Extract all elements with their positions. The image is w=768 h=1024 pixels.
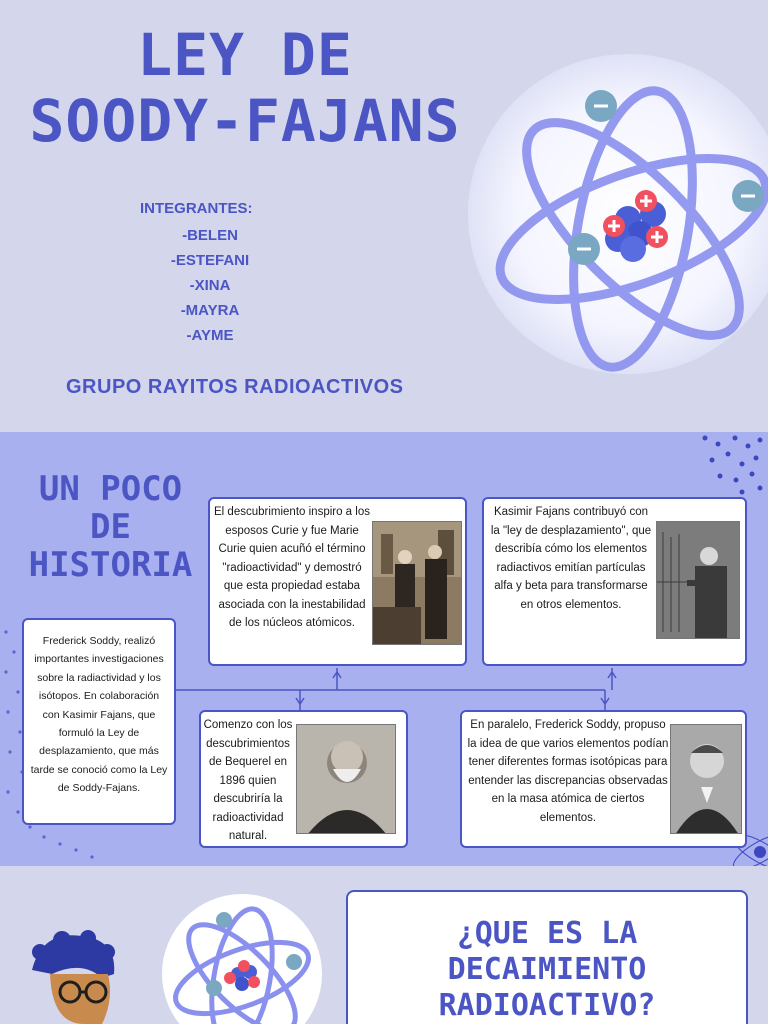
member-item: -AYME	[186, 327, 234, 344]
card-isotopes-text: En paralelo, Frederick Soddy, propuso la idea de que varios elementos podían tener diferentes formas isotópicas para entender las discrepancias observadas en la masa atómica de ciertos elementos.	[467, 719, 669, 824]
history-heading-line: HISTORIA	[28, 545, 193, 585]
history-heading	[28, 470, 193, 584]
members-list	[140, 200, 280, 348]
question-line: RADIOACTIVO?	[438, 988, 656, 1023]
card-soddy	[22, 618, 176, 825]
history-heading-line: UN POCO	[38, 469, 183, 509]
question-title	[346, 916, 748, 1024]
card-becquerel-text: Comenzo con los descubrimientos de Bequerel en 1896 quien descubriría la radioactividad natural.	[203, 719, 293, 842]
history-heading-line: DE	[90, 507, 131, 547]
card-fajans	[482, 497, 747, 666]
card-becquerel	[199, 710, 408, 848]
becquerel-photo	[296, 724, 396, 834]
card-soddy-text: Frederick Soddy, realizó importantes investigaciones sobre la radiactividad y los isótopos. En colaboración con Kasimir Fajans, que formuló la Ley de desplazamiento, que más tarde se conoció como la Ley de Soddy-Fajans.	[30, 635, 168, 795]
card-fajans-text: Kasimir Fajans contribuyó con la "ley de desplazamiento", que describía cómo los elementos radiactivos emitían partículas alfa y beta para transformarse en otros elementos.	[490, 506, 652, 611]
question-line: ¿QUE ES LA	[456, 916, 638, 951]
soddy-photo	[670, 724, 742, 834]
student-illustration	[22, 930, 122, 1024]
curie-photo	[372, 521, 462, 645]
member-item: -ESTEFANI	[170, 252, 250, 269]
card-isotopes	[460, 710, 747, 848]
question-line: DECAIMIENTO	[447, 952, 647, 987]
group-name: GRUPO RAYITOS RADIOACTIVOS	[66, 376, 404, 398]
title-line-2: SOODY-FAJANS	[29, 87, 461, 155]
member-item: -MAYRA	[180, 302, 240, 319]
card-curie-text: El descubrimiento inspiro a los esposos Curie y fue Marie Curie quien acuñó el término "radioactividad" y demostró que esta propiedad estaba asociada con la inestabilidad de los núcleos atómicos.	[214, 506, 370, 629]
members-header: INTEGRANTES:	[140, 200, 253, 217]
atom-small	[158, 890, 326, 1024]
atom-illustration	[468, 44, 768, 389]
member-item: -BELEN	[182, 227, 238, 244]
page-title	[0, 22, 490, 154]
member-item: -XINA	[189, 277, 231, 294]
fajans-photo	[656, 521, 740, 639]
card-curie	[208, 497, 467, 666]
title-line-1: LEY DE	[137, 21, 353, 89]
